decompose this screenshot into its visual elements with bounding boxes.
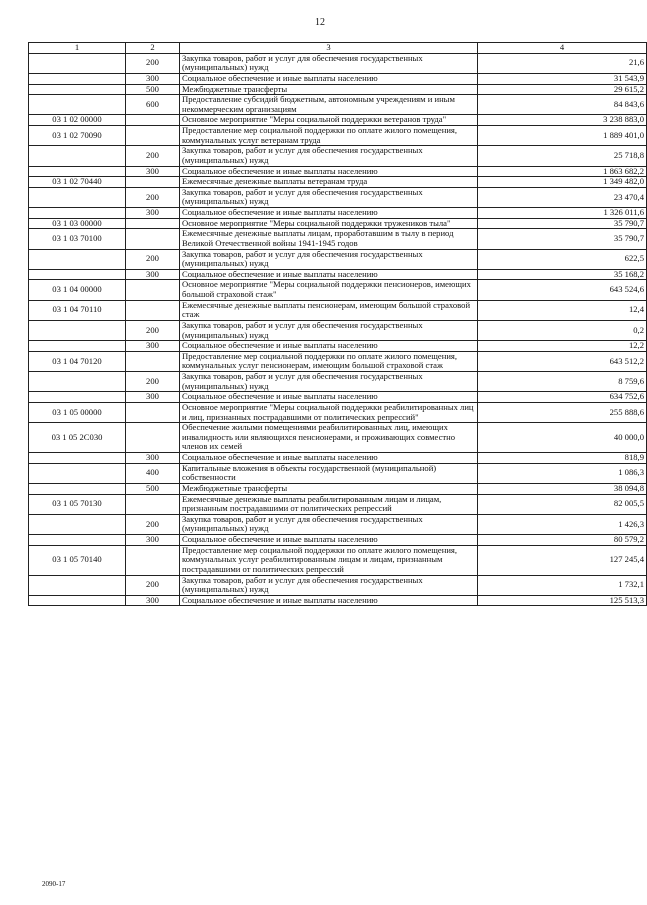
- item-name-cell: Социальное обеспечение и иные выплаты населению: [180, 341, 478, 352]
- target-code-cell: 03 1 04 00000: [29, 280, 126, 300]
- expense-group-cell: 200: [126, 249, 180, 269]
- target-code-cell: [29, 249, 126, 269]
- item-name-cell: Закупка товаров, работ и услуг для обеспечения государственных (муниципальных) нужд: [180, 514, 478, 534]
- expense-group-cell: 300: [126, 341, 180, 352]
- expense-group-cell: 600: [126, 95, 180, 115]
- amount-cell: 1 426,3: [478, 514, 647, 534]
- table-row: [29, 166, 647, 177]
- table-row: [29, 73, 647, 84]
- item-name-cell: Капитальные вложения в объекты государственной (муниципальной) собственности: [180, 463, 478, 483]
- item-name-cell: Социальное обеспечение и иные выплаты населению: [180, 453, 478, 464]
- amount-cell: 1 889 401,0: [478, 126, 647, 146]
- expense-group-cell: [126, 115, 180, 126]
- item-name-cell: Предоставление мер социальной поддержки по оплате жилого помещения, коммунальных услуг пенсионерам, имеющим большой страховой стаж: [180, 351, 478, 371]
- amount-cell: 80 579,2: [478, 535, 647, 546]
- target-code-cell: [29, 453, 126, 464]
- item-name-cell: Межбюджетные трансферты: [180, 84, 478, 95]
- item-name-cell: Закупка товаров, работ и услуг для обеспечения государственных (муниципальных) нужд: [180, 320, 478, 340]
- target-code-cell: [29, 208, 126, 219]
- expense-group-cell: [126, 280, 180, 300]
- table-row: [29, 423, 647, 453]
- expense-group-cell: 400: [126, 463, 180, 483]
- target-code-cell: [29, 341, 126, 352]
- target-code-cell: [29, 269, 126, 280]
- item-name-cell: Основное мероприятие "Меры социальной поддержки пенсионеров, имеющих большой страховой стаж": [180, 280, 478, 300]
- item-name-cell: Социальное обеспечение и иные выплаты населению: [180, 392, 478, 403]
- column-header-3: 3: [180, 43, 478, 54]
- item-name-cell: Ежемесячные денежные выплаты пенсионерам, имеющим большой страховой стаж: [180, 300, 478, 320]
- item-name-cell: Социальное обеспечение и иные выплаты населению: [180, 535, 478, 546]
- table-row: [29, 535, 647, 546]
- expense-group-cell: 200: [126, 187, 180, 207]
- target-code-cell: [29, 320, 126, 340]
- target-code-cell: 03 1 05 00000: [29, 402, 126, 422]
- item-name-cell: Социальное обеспечение и иные выплаты населению: [180, 269, 478, 280]
- target-code-cell: 03 1 02 70090: [29, 126, 126, 146]
- table-row: [29, 208, 647, 219]
- amount-cell: 23 470,4: [478, 187, 647, 207]
- table-row: [29, 372, 647, 392]
- expense-group-cell: 500: [126, 84, 180, 95]
- item-name-cell: Закупка товаров, работ и услуг для обеспечения государственных (муниципальных) нужд: [180, 53, 478, 73]
- item-name-cell: Закупка товаров, работ и услуг для обеспечения государственных (муниципальных) нужд: [180, 249, 478, 269]
- amount-cell: 40 000,0: [478, 423, 647, 453]
- target-code-cell: [29, 483, 126, 494]
- item-name-cell: Предоставление мер социальной поддержки по оплате жилого помещения, коммунальных услуг реабилитированным лицам и лицам, признанным пострадавшими от политических репрессий: [180, 545, 478, 575]
- target-code-cell: 03 1 05 70130: [29, 494, 126, 514]
- item-name-cell: Межбюджетные трансферты: [180, 483, 478, 494]
- table-row: [29, 463, 647, 483]
- table-row: [29, 84, 647, 95]
- item-name-cell: Социальное обеспечение и иные выплаты населению: [180, 208, 478, 219]
- page-number: 12: [315, 17, 325, 28]
- item-name-cell: Закупка товаров, работ и услуг для обеспечения государственных (муниципальных) нужд: [180, 187, 478, 207]
- item-name-cell: Закупка товаров, работ и услуг для обеспечения государственных (муниципальных) нужд: [180, 146, 478, 166]
- amount-cell: 255 888,6: [478, 402, 647, 422]
- table-row: [29, 595, 647, 606]
- target-code-cell: 03 1 05 2С030: [29, 423, 126, 453]
- expense-group-cell: 200: [126, 575, 180, 595]
- expense-group-cell: 200: [126, 53, 180, 73]
- expense-group-cell: [126, 300, 180, 320]
- table-row: [29, 280, 647, 300]
- amount-cell: 643 524,6: [478, 280, 647, 300]
- amount-cell: 35 168,2: [478, 269, 647, 280]
- item-name-cell: Основное мероприятие "Меры социальной поддержки ветеранов труда": [180, 115, 478, 126]
- target-code-cell: 03 1 04 70110: [29, 300, 126, 320]
- amount-cell: 1 863 682,2: [478, 166, 647, 177]
- target-code-cell: 03 1 05 70140: [29, 545, 126, 575]
- table-row: [29, 320, 647, 340]
- table-row: [29, 341, 647, 352]
- amount-cell: 125 513,3: [478, 595, 647, 606]
- amount-cell: 21,6: [478, 53, 647, 73]
- expense-group-cell: 200: [126, 320, 180, 340]
- amount-cell: 29 615,2: [478, 84, 647, 95]
- expense-group-cell: 300: [126, 73, 180, 84]
- table-row: [29, 300, 647, 320]
- target-code-cell: [29, 535, 126, 546]
- amount-cell: 12,2: [478, 341, 647, 352]
- amount-cell: 818,9: [478, 453, 647, 464]
- amount-cell: 38 094,8: [478, 483, 647, 494]
- expense-group-cell: 200: [126, 372, 180, 392]
- amount-cell: 643 512,2: [478, 351, 647, 371]
- table-body: [29, 53, 647, 606]
- expense-group-cell: 300: [126, 208, 180, 219]
- amount-cell: 8 759,6: [478, 372, 647, 392]
- expense-group-cell: [126, 423, 180, 453]
- amount-cell: 0,2: [478, 320, 647, 340]
- expense-group-cell: [126, 126, 180, 146]
- amount-cell: 1 349 482,0: [478, 177, 647, 188]
- expense-group-cell: 300: [126, 269, 180, 280]
- amount-cell: 35 790,7: [478, 229, 647, 249]
- target-code-cell: [29, 392, 126, 403]
- target-code-cell: [29, 463, 126, 483]
- target-code-cell: [29, 575, 126, 595]
- target-code-cell: [29, 146, 126, 166]
- item-name-cell: Ежемесячные денежные выплаты реабилитированным лицам и лицам, признанным пострадавшими от политических репрессий: [180, 494, 478, 514]
- amount-cell: 82 005,5: [478, 494, 647, 514]
- table-row: [29, 453, 647, 464]
- amount-cell: 3 238 883,0: [478, 115, 647, 126]
- target-code-cell: [29, 514, 126, 534]
- expense-group-cell: 200: [126, 146, 180, 166]
- amount-cell: 634 752,6: [478, 392, 647, 403]
- expense-group-cell: 300: [126, 453, 180, 464]
- expense-group-cell: [126, 402, 180, 422]
- target-code-cell: [29, 595, 126, 606]
- expense-group-cell: 300: [126, 595, 180, 606]
- table-row: [29, 53, 647, 73]
- item-name-cell: Основное мероприятие "Меры социальной поддержки тружеников тыла": [180, 218, 478, 229]
- item-name-cell: Социальное обеспечение и иные выплаты населению: [180, 595, 478, 606]
- expense-group-cell: [126, 545, 180, 575]
- expense-group-cell: [126, 494, 180, 514]
- table-row: [29, 575, 647, 595]
- target-code-cell: [29, 187, 126, 207]
- item-name-cell: Закупка товаров, работ и услуг для обеспечения государственных (муниципальных) нужд: [180, 372, 478, 392]
- table-row: [29, 494, 647, 514]
- item-name-cell: Предоставление мер социальной поддержки по оплате жилого помещения, коммунальных услуг ветеранам труда: [180, 126, 478, 146]
- table-row: [29, 249, 647, 269]
- target-code-cell: 03 1 04 70120: [29, 351, 126, 371]
- table-row: [29, 126, 647, 146]
- amount-cell: 84 843,6: [478, 95, 647, 115]
- target-code-cell: 03 1 02 00000: [29, 115, 126, 126]
- amount-cell: 12,4: [478, 300, 647, 320]
- table-row: [29, 115, 647, 126]
- table-row: [29, 351, 647, 371]
- expense-group-cell: 300: [126, 392, 180, 403]
- column-header-1: 1: [29, 43, 126, 54]
- amount-cell: 1 086,3: [478, 463, 647, 483]
- table-row: [29, 177, 647, 188]
- target-code-cell: 03 1 03 70100: [29, 229, 126, 249]
- header-row: [29, 43, 647, 54]
- table-row: [29, 95, 647, 115]
- table-row: [29, 392, 647, 403]
- table-row: [29, 514, 647, 534]
- amount-cell: 622,5: [478, 249, 647, 269]
- item-name-cell: Ежемесячные денежные выплаты ветеранам труда: [180, 177, 478, 188]
- expense-group-cell: [126, 351, 180, 371]
- item-name-cell: Основное мероприятие "Меры социальной поддержки реабилитированных лиц и лиц, признанных пострадавшими от политических репрессий": [180, 402, 478, 422]
- table-row: [29, 146, 647, 166]
- item-name-cell: Обеспечение жилыми помещениями реабилитированных лиц, имеющих инвалидность или являющихся пенсионерами, и проживающих совместно членов их семей: [180, 423, 478, 453]
- amount-cell: 127 245,4: [478, 545, 647, 575]
- table-row: [29, 269, 647, 280]
- item-name-cell: Закупка товаров, работ и услуг для обеспечения государственных (муниципальных) нужд: [180, 575, 478, 595]
- amount-cell: 35 790,7: [478, 218, 647, 229]
- item-name-cell: Социальное обеспечение и иные выплаты населению: [180, 166, 478, 177]
- column-header-4: 4: [478, 43, 647, 54]
- expense-group-cell: 300: [126, 166, 180, 177]
- item-name-cell: Предоставление субсидий бюджетным, автономным учреждениям и иным некоммерческим организациям: [180, 95, 478, 115]
- budget-table: [28, 42, 647, 606]
- target-code-cell: [29, 84, 126, 95]
- item-name-cell: Социальное обеспечение и иные выплаты населению: [180, 73, 478, 84]
- column-header-2: 2: [126, 43, 180, 54]
- expense-group-cell: [126, 177, 180, 188]
- table-row: [29, 545, 647, 575]
- expense-group-cell: 300: [126, 535, 180, 546]
- table-row: [29, 402, 647, 422]
- amount-cell: 1 732,1: [478, 575, 647, 595]
- table-row: [29, 229, 647, 249]
- target-code-cell: [29, 166, 126, 177]
- amount-cell: 31 543,9: [478, 73, 647, 84]
- target-code-cell: 03 1 03 00000: [29, 218, 126, 229]
- expense-group-cell: 200: [126, 514, 180, 534]
- target-code-cell: [29, 73, 126, 84]
- table-row: [29, 218, 647, 229]
- table-row: [29, 187, 647, 207]
- table-row: [29, 483, 647, 494]
- target-code-cell: [29, 53, 126, 73]
- amount-cell: 25 718,8: [478, 146, 647, 166]
- amount-cell: 1 326 011,6: [478, 208, 647, 219]
- target-code-cell: [29, 372, 126, 392]
- expense-group-cell: [126, 218, 180, 229]
- expense-group-cell: [126, 229, 180, 249]
- target-code-cell: 03 1 02 70440: [29, 177, 126, 188]
- document-code: 2090-17: [42, 880, 66, 888]
- item-name-cell: Ежемесячные денежные выплаты лицам, проработавшим в тылу в период Великой Отечественной войны 1941-1945 годов: [180, 229, 478, 249]
- target-code-cell: [29, 95, 126, 115]
- expense-group-cell: 500: [126, 483, 180, 494]
